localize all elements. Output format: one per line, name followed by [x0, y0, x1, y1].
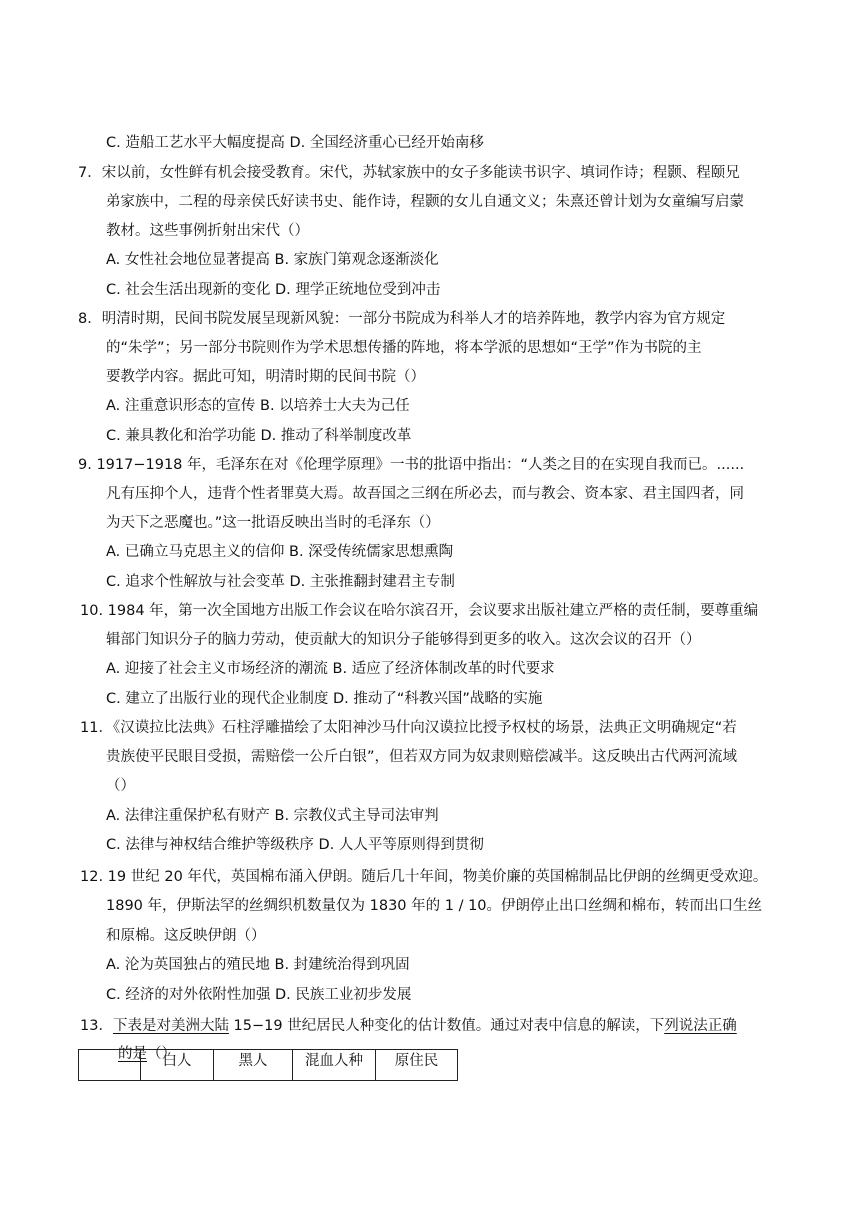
- q9-options-ab: A. 已确立马克思主义的信仰 B. 深受传统儒家思想熏陶: [106, 544, 454, 560]
- q10-options-cd: C. 建立了出版行业的现代企业制度 D. 推动了“科教兴国”战略的实施: [106, 691, 543, 707]
- table-header-cell: 黑人: [214, 1050, 293, 1081]
- q7-stem-line2: 弟家族中，二程的母亲侯氏好读书史、能作诗，程颢的女儿自通文义；朱熹还曾计划为女童编写启蒙: [106, 194, 744, 210]
- q13-stem-line1: [80, 1016, 737, 1036]
- q12-stem-line1: 12. 19 世纪 20 年代，英国棉布涌入伊朗。随后几十年间，物美价廉的英国棉制品比伊朗的丝绸更受欢迎。: [80, 869, 768, 885]
- q7-options-cd: C. 社会生活出现新的变化 D. 理学正统地位受到冲击: [106, 282, 441, 298]
- q10-stem-line2: 辑部门知识分子的脑力劳动，使贡献大的知识分子能够得到更多的收入。这次会议的召开（）: [106, 632, 701, 648]
- q6-options-cd: C. 造船工艺水平大幅度提高 D. 全国经济重心已经开始南移: [106, 135, 484, 151]
- q8-stem-line2: 的“朱学”；另一部分书院则作为学术思想传播的阵地，将本学派的思想如“王学”作为书院的主: [106, 340, 702, 356]
- q13-underlined-phrase-3: 的是: [118, 1046, 147, 1062]
- q8-options-cd: C. 兼具教化和治学功能 D. 推动了科举制度改革: [106, 428, 412, 444]
- table-header-cell: [79, 1050, 141, 1081]
- q12-stem-line2: 1890 年，伊斯法罕的丝绸织机数量仅为 1830 年的 1 / 10。伊朗停止出口丝绸和棉布，转而出口生丝: [106, 898, 763, 914]
- q11-options-cd: C. 法律与神权结合维护等级秩序 D. 人人平等原则得到贯彻: [106, 837, 484, 853]
- q11-options-ab: A. 法律注重保护私有财产 B. 宗教仪式主导司法审判: [106, 808, 439, 824]
- table-header-cell: 原住民: [376, 1050, 458, 1081]
- population-table: [78, 1049, 458, 1081]
- q10-stem-line1: 10. 1984 年，第一次全国地方出版工作会议在哈尔滨召开，会议要求出版社建立严格的责任制，要尊重编: [80, 603, 759, 619]
- q9-stem-line3: 为天下之恶魔也。”这一批语反映出当时的毛泽东（）: [106, 515, 440, 531]
- q13-stem-middle: 15−19 世纪居民人种变化的估计数值。通过对表中信息的解读，下: [228, 1018, 665, 1034]
- q13-underlined-phrase-1: 下表是对美洲大陆: [112, 1018, 229, 1034]
- q8-stem-line1: 8．明清时期，民间书院发展呈现新风貌：一部分书院成为科举人才的培养阵地，教学内容为官方规定: [78, 311, 726, 327]
- q8-stem-line3: 要教学内容。据此可知，明清时期的民间书院（）: [106, 369, 425, 385]
- q9-stem-line1: 9. 1917−1918 年，毛泽东在对《伦理学原理》一书的批语中指出：“人类之目的在实现自我而已。......: [78, 457, 745, 473]
- q13-number: 13．: [80, 1018, 113, 1034]
- q12-options-cd: C. 经济的对外依附性加强 D. 民族工业初步发展: [106, 987, 412, 1003]
- q13-answer-bracket: （）: [147, 1046, 176, 1062]
- table-header-row: [79, 1050, 458, 1081]
- q12-options-ab: A. 沦为英国独占的殖民地 B. 封建统治得到巩固: [106, 957, 410, 973]
- q11-stem-line2: 贵族使平民眼目受损，需赔偿一公斤白银”，但若双方同为奴隶则赔偿减半。这反映出古代两河流域: [106, 749, 738, 765]
- q9-options-cd: C. 追求个性解放与社会变革 D. 主张推翻封建君主专制: [106, 574, 455, 590]
- q11-stem-line1: 11．《汉谟拉比法典》石柱浮雕描绘了太阳神沙马什向汉谟拉比授予权杖的场景，法典正文明确规定“若: [80, 720, 737, 736]
- q7-stem-line1: 7．宋以前，女性鲜有机会接受教育。宋代，苏轼家族中的女子多能读书识字、填词作诗；程颢、程颐兄: [78, 165, 740, 181]
- q7-options-ab: A. 女性社会地位显著提高 B. 家族门第观念逐渐淡化: [106, 252, 439, 268]
- q7-stem-line3: 教材。这些事例折射出宋代（）: [106, 223, 309, 239]
- q10-options-ab: A. 迎接了社会主义市场经济的潮流 B. 适应了经济体制改革的时代要求: [106, 661, 555, 677]
- q9-stem-line2: 凡有压抑个人，违背个性者罪莫大焉。故吾国之三纲在所必去，而与教会、资本家、君主国四者，同: [106, 486, 744, 502]
- table-header-cell: 白人: [141, 1050, 214, 1081]
- q11-stem-line3: （）: [106, 778, 135, 794]
- q13-underlined-phrase-2: 列说法正确: [664, 1018, 737, 1034]
- table-header-cell: 混血人种: [293, 1050, 376, 1081]
- q12-stem-line3: 和原棉。这反映伊朗（）: [106, 928, 266, 944]
- q8-options-ab: A. 注重意识形态的宣传 B. 以培养士大夫为己任: [106, 398, 410, 414]
